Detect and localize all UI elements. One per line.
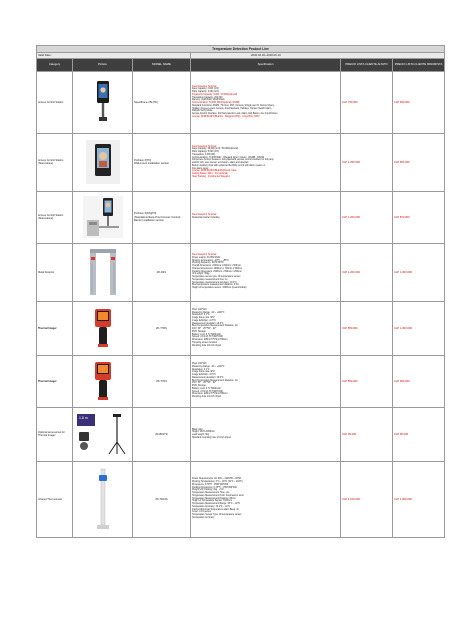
category-cell: Thermal Imager (37, 301, 73, 355)
spec-line: Resolution: 0.1°C (192, 368, 210, 371)
spec-line: Weight with Packing: 6kg · ≤6.8 (192, 489, 224, 492)
spec-line: Temperature measurement accuracy: ±0.3°C (192, 281, 237, 284)
spec-line: Dimension: 238mm*75.5mm*96mm (192, 339, 228, 342)
spec-line: Packing dimensions: 2330mm x 550mm x 250mm (192, 270, 242, 273)
price-minorista-cell: CLP 1.000.000 (393, 243, 445, 301)
table-row (37, 191, 445, 243)
picture-cell (73, 243, 133, 301)
model-cell: SpeedFace-V5L[TD] (133, 71, 191, 133)
spec-line: Image frame rate: 9HZ (192, 371, 215, 374)
table-row (37, 71, 445, 133)
spec-line: Mounting hole 1/4 inch tripod (192, 396, 221, 399)
specification-cell (191, 301, 341, 355)
spec-line: Battery Li-ion 3.7V 5000mAh (192, 333, 221, 336)
model-cell: ZK-B81TR (133, 407, 191, 461)
price-minorista-cell: CLP 870.000 (393, 191, 445, 243)
spec-line: Face Detection Terminal (192, 85, 217, 88)
header-row (37, 59, 445, 71)
price-list-table (36, 45, 445, 538)
spec-line: Built-in auxiliary input with enhanced flexibility to link with alarm system or (192, 164, 266, 167)
spec-line: Unit weight: 55kg (192, 273, 210, 276)
header-price-minorista: PRECIO LISTA CLIENTE MINORISTA (393, 59, 445, 71)
spec-line: Communication: TCP/IP, WiFi(Optional), RS485 (192, 102, 240, 105)
price-altato-cell: CLP 95.000 (341, 407, 393, 461)
spec-line: Heat Tracking · 1G Ethernet Wiegand (192, 175, 230, 178)
price-altato-cell: CLP 850.000 (341, 301, 393, 355)
spec-line: Face Detection Terminal (192, 254, 217, 257)
spec-line: Multiple Verify Mode (192, 110, 213, 113)
spec-line: Pixel: 160*120 (192, 308, 207, 311)
header-model: MODEL NAME (133, 59, 191, 71)
picture-cell (73, 407, 133, 461)
spec-line: Resolution: 0.1°C (192, 314, 210, 317)
price-altato-cell: CLP 1.200.000 (341, 243, 393, 301)
picture-cell (73, 301, 133, 355)
spec-line: Height of Temperature Sensor: 1000mm (192, 500, 232, 503)
spec-line: Transaction: 1,000,000 (192, 153, 215, 156)
valid-date-value: 2020.04.20~2020.06.19 (191, 53, 445, 59)
spec-line: Channel dimensions: 2000mm x 700mm x 500mm (192, 267, 243, 270)
spec-line: Face Capacity: 6,000 (1:N) (192, 88, 219, 91)
spec-line: Standard mounting hole 1/4 inch tripod (192, 436, 231, 439)
category-cell: Metal Detector (37, 243, 73, 301)
category-cell: Access Control Station (Stand-alone) (37, 133, 73, 191)
category-cell: Thermal Imager (37, 355, 73, 407)
category-cell: Optional accessories for Thermal Imager (37, 407, 73, 461)
spec-line: Load weight: 5kg (192, 434, 210, 437)
spec-line: License: IR/RFID/NFC/BLE/4G · Weigand (WiFi) · FingerPrint (10K) (192, 115, 260, 118)
spec-line: Working frequency: 4KHz-8KHz (192, 262, 224, 265)
spec-line: Best Temperature Measurement Distance: 1m (192, 379, 238, 382)
table-row (37, 355, 445, 407)
table-row (37, 133, 445, 191)
spec-line: Pixel: 160*120 (192, 363, 207, 366)
valid-date-label: Valid Date : (37, 53, 191, 59)
spec-line: Dimensions: 0.78*H · 1560*200*200 (192, 483, 229, 486)
spec-line: Measuring Range: -20 ~ +400°C (192, 365, 225, 368)
model-cell: ZK-T7RS (133, 301, 191, 355)
spec-line: Cover: L3-5 sensor (192, 511, 212, 514)
spec-line: Power Requirements: AC 90V ~ 220V/50 ~ 60HZ (192, 478, 241, 481)
price-minorista-cell: CLP 1.000.000 (393, 461, 445, 537)
tripod-icon (74, 412, 131, 456)
spec-line: Standard Functions: ADMS, T9 Input, DST, Camera, 9 Digit user ID, Record Query, (192, 104, 275, 107)
spec-line: Image definition: ≥0.5°C (192, 319, 217, 322)
spec-line: Temperature Sensor Type: IR temperature sensor (192, 514, 242, 517)
spec-line: Pedestrian barrier including (192, 217, 220, 220)
face-terminal-wall-icon (74, 140, 131, 184)
spec-line: Fire alarm panel (192, 167, 209, 170)
price-minorista-cell: CLP 990.000 (393, 355, 445, 407)
spec-line: Holiday, Access Levels, Groups, Anti-Passback, Holidays, Tamper Switch Alarm, (192, 107, 272, 110)
spec-line: IP26: Storage (192, 385, 206, 388)
spec-line: Temperature sensor type: IR temperature sensor (192, 276, 241, 279)
spec-line: electric lock, door sensor, exit button, alarm and doorbell (192, 162, 249, 165)
spec-line: Battery Li-ion 3.7V 5000mAh (192, 387, 221, 390)
model-cell: ZK-T7R4 (133, 355, 191, 407)
face-terminal-icon (74, 80, 131, 124)
price-altato-cell: CLP 1.200.000 (341, 191, 393, 243)
spec-line: Access Control Interface: 3rd Party Electric Lock, Alarm, Exit Button, Aux Input/Output (192, 113, 278, 116)
spec-line: Temperature measurement time: 1s (192, 278, 228, 281)
category-cell: Access Control Station (37, 71, 73, 133)
picture-cell (73, 71, 133, 133)
header-price-altato: PRECIO LISTA CLIENTE ALTATO (341, 59, 393, 71)
picture-cell (73, 355, 133, 407)
spec-line: Internet Abnormal Temperature alarm Beep: 4s (192, 508, 239, 511)
handheld-thermal-camera-icon (74, 308, 131, 348)
title-row (37, 46, 445, 53)
spec-line: Palm Capacity: 5,000 (1:N) (192, 151, 220, 154)
price-altato-cell: CLP 550.000 (341, 355, 393, 407)
spec-line: Packing Dimensions: 0.78*H · 1760*280*200 (192, 486, 237, 489)
svg-text:1.8 m: 1.8 m (78, 416, 88, 421)
model-cell: ProFace X[DS][TD] (Standalone/Face-Proof Access Control) Barrier installation version (133, 191, 191, 243)
spec-line: Face Detection Terminal (192, 145, 217, 148)
spec-line: Measurement deviation: ±0.5°C (192, 376, 224, 379)
price-minorista-cell: CLP 950.000 (393, 133, 445, 191)
table-row (37, 461, 445, 537)
spec-line: Screen: 2.8 inch TFT(320*240) (192, 336, 223, 339)
price-minorista-cell: CLP 95.000 (393, 407, 445, 461)
spec-line: Transaction Capacity: 200,000 (192, 96, 223, 99)
face-terminal-barrier-icon (74, 196, 131, 238)
handheld-thermal-camera-icon (74, 361, 131, 401)
spec-line: Screen: 2.8 inch TFT(320*240) (192, 390, 223, 393)
price-minorista-cell: CLP 1.000.000 (393, 301, 445, 355)
spec-line: IP26: Storage (192, 330, 206, 333)
spec-line: Black rigid (192, 428, 203, 431)
spec-line: Working temperature: -20°C ~ +55°C (192, 259, 229, 262)
spec-line: License: IR/RFID/NFC/BLE/4G(Cloud), Face (192, 170, 237, 173)
price-minorista-cell: CLP 990.000 (393, 71, 445, 133)
specification-cell (191, 243, 341, 301)
price-altato-cell: CLP 750.000 (341, 71, 393, 133)
document-title: Temperature Detection Product Line (37, 46, 445, 53)
table-row (37, 407, 445, 461)
price-altato-cell: CLP 1.250.000 (341, 133, 393, 191)
spec-line: Overall dimensions: 2220mm x 820mm x 500mm (192, 265, 241, 268)
spec-line: Temperature Measurement Time: ≤1s (192, 492, 230, 495)
picture-cell (73, 191, 133, 243)
spec-line: Temperature Measurement Range: 35°C ~ 42°C (192, 503, 241, 506)
spec-line: Fingerprint Capacity: 6,000 / 10,000(optional) (192, 93, 238, 96)
picture-cell (73, 133, 133, 191)
spec-line: Image definition: ≥0.5°C (192, 374, 217, 377)
spec-line: FOV: 50° · 25°*50° · 32° (192, 382, 217, 385)
product-rows (37, 71, 445, 537)
category-cell: Access Control Station (Stand-alone) (37, 191, 73, 243)
table-row (37, 243, 445, 301)
spec-line: Memory: 2GB RAM, 16GB Flash (192, 99, 225, 102)
specification-cell (191, 407, 341, 461)
spec-line: Mounting hole 1/4 inch tripod (192, 344, 221, 347)
header-picture: Picture (73, 59, 133, 71)
category-cell: Infrared Thermometer (37, 461, 73, 537)
spec-line: Communication: TCP/IP/WiFi · Wiegand Input / Output · RS485 · RS232 (192, 156, 265, 159)
spec-line: Best Temperature Measurement Distance: 1m (192, 325, 238, 328)
specification-cell (191, 461, 341, 537)
spec-line: Throwing screen function (192, 341, 218, 344)
header-specs: Specification (191, 59, 341, 71)
spec-line: Face Capacity: 30,000 (1:N) / 50,000(optional) (192, 148, 239, 151)
spec-line: Getting Status: 10K+ · 4G (optional) (192, 173, 228, 176)
walkthrough-gate-icon (74, 247, 131, 297)
spec-line: Full Access Control Features: Anti-passback, access control interface for 3rd party (192, 159, 274, 162)
model-cell: ZK-TD16S (133, 461, 191, 537)
price-altato-cell: CLP 1.100.000 (341, 461, 393, 537)
model-cell: ZK-D4S (133, 243, 191, 301)
header-category: Category (37, 59, 73, 71)
spec-line: Measuring Range: -20 ~ +400°C (192, 311, 225, 314)
column-thermometer-icon (74, 467, 131, 531)
spec-line: Face Detection Terminal (192, 214, 217, 217)
spec-line: Temperature Accuracy: ±0.1°C ~ 42°C (192, 505, 231, 508)
table-row (37, 301, 445, 355)
specification-cell (191, 191, 341, 243)
spec-line: Working Temperatures: 0°C ~ 40°C (32°F ~ 104°F) (192, 481, 243, 484)
spec-line: Image frame rate: 9HZ (192, 317, 215, 320)
specification-cell (191, 133, 341, 191)
model-cell: ProFace X[TD] Wall-mount installation version (133, 133, 191, 191)
spec-line: Temperature Measurement Point: Forehead or wrist (192, 494, 244, 497)
spec-line: Best temperature measurement distance: 0.5m (192, 284, 239, 287)
spec-line: Measurement deviation: ±0.5°C (192, 322, 224, 325)
spec-line: Height of temperature sensor: 1600mm (customizable) (192, 287, 247, 290)
spec-line: Temperature Accuracy (192, 516, 215, 519)
spec-line: Dimension: 238mm*75.5mm*96mm (192, 393, 228, 396)
spec-line: FOV: 50° · 25°*50° · 32° (192, 328, 217, 331)
spec-line: Power supply: AC 85V-264V (192, 256, 221, 259)
spec-line: Temperature Measurement Distance: 80mm (192, 497, 236, 500)
spec-line: Height: 1670~1820mm (192, 431, 215, 434)
spec-line: Palm Capacity: 3,000 (1:N) (192, 91, 220, 94)
specification-cell (191, 355, 341, 407)
specification-cell (191, 71, 341, 133)
picture-cell (73, 461, 133, 537)
